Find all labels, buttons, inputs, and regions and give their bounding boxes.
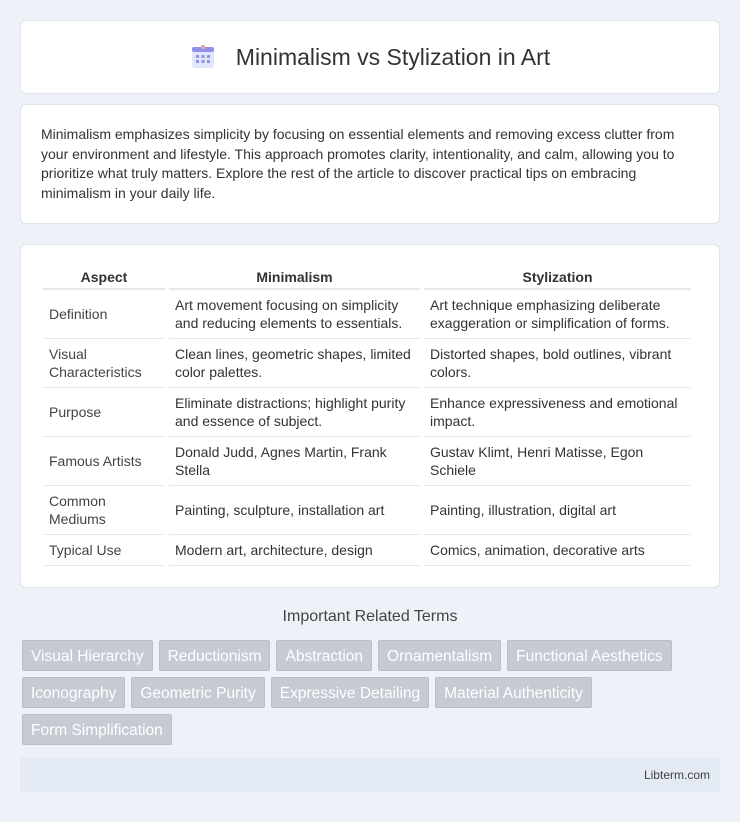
table-row xyxy=(43,339,691,388)
comparison-table xyxy=(39,265,695,566)
table-cell: Common Mediums xyxy=(43,486,165,535)
related-term-tag[interactable]: Functional Aesthetics xyxy=(507,640,671,671)
table-cell: Enhance expressiveness and emotional impact. xyxy=(424,388,691,437)
comparison-table-card xyxy=(20,244,720,588)
table-cell: Distorted shapes, bold outlines, vibrant colors. xyxy=(424,339,691,388)
table-header-row xyxy=(43,265,691,290)
table-row xyxy=(43,437,691,486)
table-cell: Famous Artists xyxy=(43,437,165,486)
table-cell: Visual Characteristics xyxy=(43,339,165,388)
column-header: Stylization xyxy=(424,265,691,290)
table-row xyxy=(43,535,691,566)
related-term-tag[interactable]: Geometric Purity xyxy=(131,677,264,708)
related-terms-title: Important Related Terms xyxy=(282,608,458,625)
table-cell: Comics, animation, decorative arts xyxy=(424,535,691,566)
page-title: Minimalism vs Stylization in Art xyxy=(235,43,551,70)
footer-site-link[interactable]: Libterm.com xyxy=(643,768,710,782)
table-row xyxy=(43,486,691,535)
column-header: Aspect xyxy=(43,265,165,290)
intro-card xyxy=(20,104,720,224)
related-term-tag[interactable]: Form Simplification xyxy=(22,714,172,745)
table-cell: Eliminate distractions; highlight purity and essence of subject. xyxy=(169,388,420,437)
table-cell: Purpose xyxy=(43,388,165,437)
table-cell: Modern art, architecture, design xyxy=(169,535,420,566)
related-term-tag[interactable]: Reductionism xyxy=(159,640,271,671)
related-terms-list xyxy=(22,640,712,751)
related-term-tag[interactable]: Abstraction xyxy=(276,640,372,671)
calendar-grid-icon xyxy=(190,44,216,70)
intro-text: Minimalism emphasizes simplicity by focusing on essential elements and removing excess clutter from your environment and lifestyle. This approach promotes clarity, intentionality, and calm, allowing you to prioritize what truly matters. Explore the rest of the article to discover practical tips on embracing minimalism in your daily life. xyxy=(41,126,675,201)
related-term-tag[interactable]: Iconography xyxy=(22,677,125,708)
related-term-tag[interactable]: Visual Hierarchy xyxy=(22,640,153,671)
table-cell: Gustav Klimt, Henri Matisse, Egon Schiele xyxy=(424,437,691,486)
table-cell: Painting, sculpture, installation art xyxy=(169,486,420,535)
table-cell: Art movement focusing on simplicity and reducing elements to essentials. xyxy=(169,290,420,339)
related-term-tag[interactable]: Material Authenticity xyxy=(435,677,592,708)
footer xyxy=(20,758,720,792)
table-cell: Typical Use xyxy=(43,535,165,566)
table-row xyxy=(43,388,691,437)
column-header: Minimalism xyxy=(169,265,420,290)
table-cell: Art technique emphasizing deliberate exaggeration or simplification of forms. xyxy=(424,290,691,339)
related-term-tag[interactable]: Ornamentalism xyxy=(378,640,501,671)
header-card xyxy=(20,20,720,94)
table-row xyxy=(43,290,691,339)
table-cell: Clean lines, geometric shapes, limited color palettes. xyxy=(169,339,420,388)
table-cell: Painting, illustration, digital art xyxy=(424,486,691,535)
table-cell: Definition xyxy=(43,290,165,339)
table-cell: Donald Judd, Agnes Martin, Frank Stella xyxy=(169,437,420,486)
related-term-tag[interactable]: Expressive Detailing xyxy=(271,677,429,708)
